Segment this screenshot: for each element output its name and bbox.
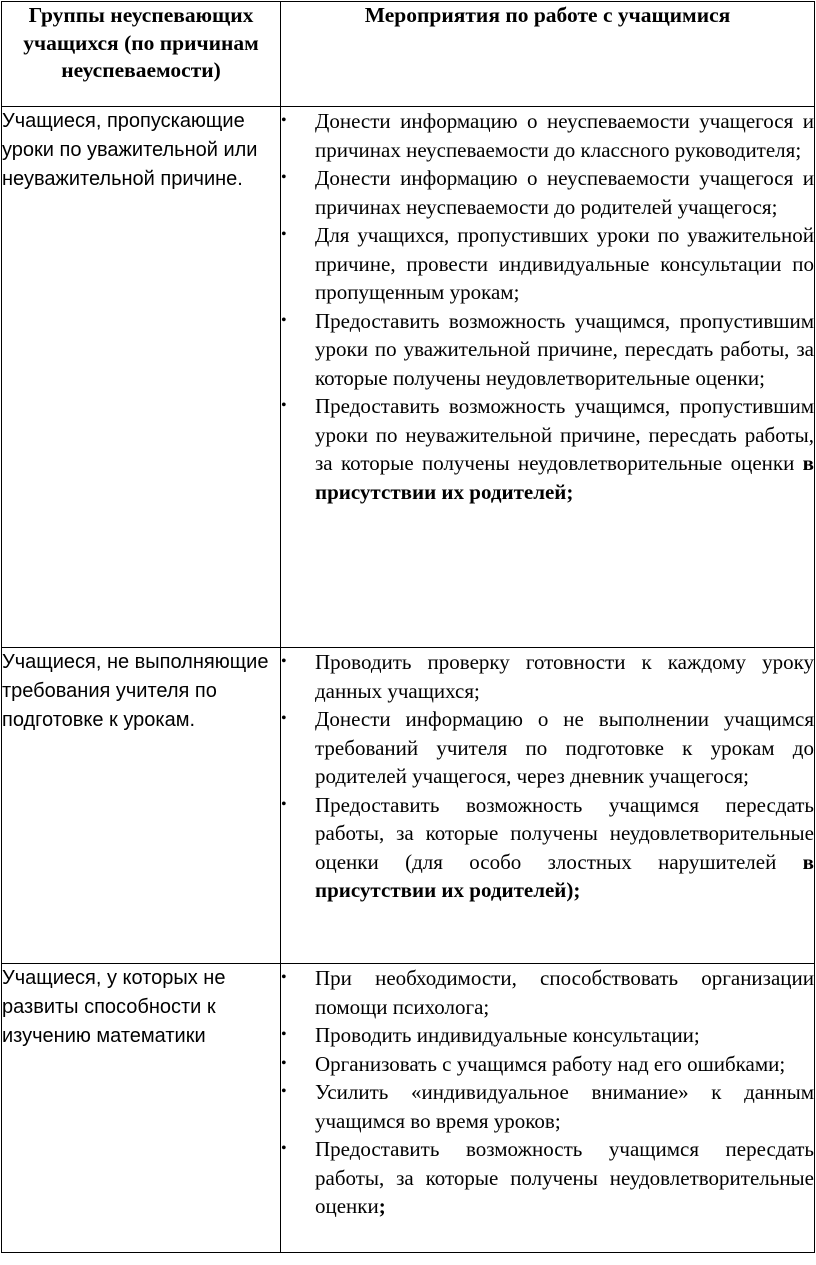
measure-text: Донести информацию о неуспеваемости учащегося и причинах неуспеваемости до родителей учащегося; [315, 166, 814, 219]
group-cell: Учащиеся, пропускающие уроки по уважительной или неуважительной причине. [2, 107, 281, 648]
measure-bold-text: в присутствии их родителей); [315, 849, 814, 902]
measure-text: Предоставить возможность учащимся пересдать работы, за которые получены неудовлетворительные оценки (для особо злостных нарушителей [315, 792, 814, 874]
bullet-icon: • [281, 311, 287, 329]
bullet-icon: • [281, 653, 287, 670]
bullet-icon: • [281, 226, 287, 243]
list-item [281, 307, 814, 393]
table-row [2, 107, 815, 648]
bullet-icon: • [281, 1083, 287, 1100]
measure-text: Предоставить возможность учащимся, пропустившим уроки по неуважительной причине, пересдать работы, за которые получены неудовлетворительные оценки [315, 394, 814, 475]
measure-bold-text: ; [378, 1194, 386, 1218]
bullet-icon: • [281, 169, 287, 186]
header-measures: Мероприятия по работе с учащимися [281, 2, 815, 107]
measures-cell [281, 964, 815, 1253]
header-groups: Группы неуспевающих учащихся (по причинам неуспеваемости) [2, 2, 281, 107]
list-item [281, 964, 814, 1021]
table-row [2, 648, 815, 964]
table-header-row [2, 2, 815, 107]
measures-list [281, 107, 814, 506]
measures-cell [281, 648, 815, 964]
bullet-icon: • [281, 112, 287, 129]
bullet-icon: • [281, 969, 287, 986]
group-cell: Учащиеся, не выполняющие требования учителя по подготовке к урокам. [2, 648, 281, 964]
bullet-icon: • [281, 1054, 287, 1072]
measure-text: Предоставить возможность учащимся пересдать работы, за которые получены неудовлетворительные оценки [315, 1137, 814, 1218]
measures-list [281, 648, 814, 905]
measures-list [281, 964, 814, 1221]
bullet-icon: • [281, 1026, 287, 1043]
bullet-icon: • [281, 397, 287, 414]
measure-bold-text: в присутствии их родителей; [315, 451, 814, 504]
measure-text: При необходимости, способствовать организации помощи психолога; [315, 966, 814, 1019]
measure-text: Донести информацию о не выполнении учащимся требований учителя по подготовке к урокам до родителей учащегося, через дневник учащегося; [315, 707, 814, 788]
measure-text: Предоставить возможность учащимся, пропустившим уроки по уважительной причине, пересдать работы, за которые получены неудовлетворительные оценки; [315, 308, 814, 390]
list-item [281, 648, 814, 705]
list-item [281, 1050, 814, 1079]
list-item [281, 705, 814, 791]
measure-text: Донести информацию о неуспеваемости учащегося и причинах неуспеваемости до классного руководителя; [315, 109, 814, 162]
measure-text: Усилить «индивидуальное внимание» к данным учащимся во время уроков; [315, 1080, 814, 1133]
list-item [281, 164, 814, 221]
bullet-icon: • [281, 795, 287, 813]
measure-text: Для учащихся, пропустивших уроки по уважительной причине, провести индивидуальные консультации по пропущенным урокам; [315, 223, 814, 304]
list-item [281, 1021, 814, 1050]
bullet-icon: • [281, 710, 287, 727]
measures-cell [281, 107, 815, 648]
list-item [281, 392, 814, 506]
measures-table [1, 1, 815, 1253]
table-row [2, 964, 815, 1253]
group-cell: Учащиеся, у которых не развиты способности к изучению математики [2, 964, 281, 1253]
measure-text: Проводить проверку готовности к каждому уроку данных учащихся; [315, 650, 814, 703]
list-item [281, 107, 814, 164]
list-item [281, 1078, 814, 1135]
list-item [281, 1135, 814, 1221]
bullet-icon: • [281, 1140, 287, 1157]
measure-text: Проводить индивидуальные консультации; [315, 1023, 700, 1047]
list-item [281, 791, 814, 905]
list-item [281, 221, 814, 307]
measure-text: Организовать с учащимся работу над его ошибками; [315, 1051, 786, 1076]
